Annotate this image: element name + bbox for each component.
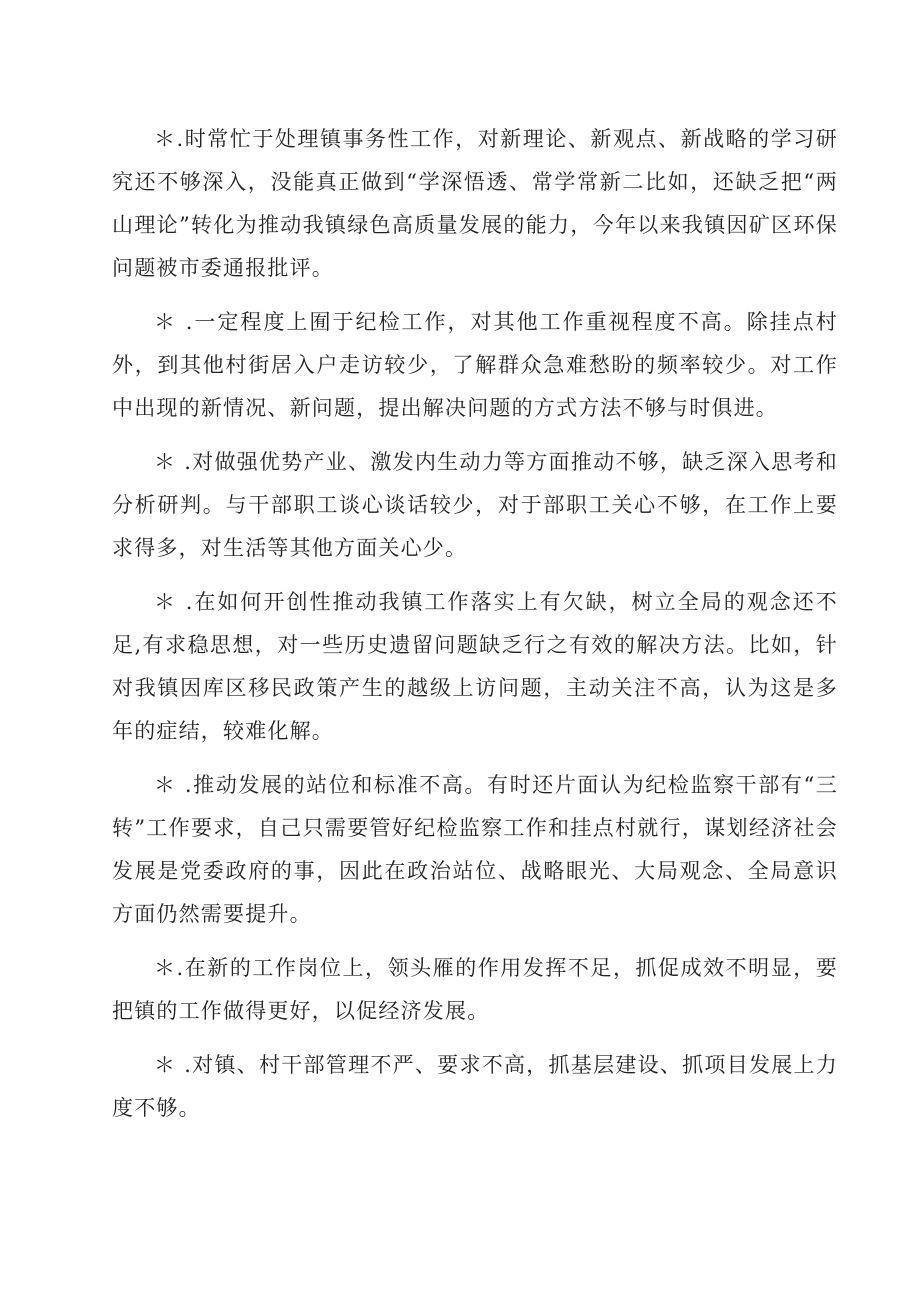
document-body [112,118,838,1130]
paragraph-2: ＊ .一定程度上囿于纪检工作，对其他工作重视程度不高。除挂点村外，到其他村街居入户走访较少，了解群众急难愁盼的频率较少。对工作中出现的新情况、新问题，提出解决问题的方式方法不够与时俱进。 [112,310,838,420]
paragraph-7: ＊ .对镇、村干部管理不严、要求不高，抓基层建设、抓项目发展上力度不够。 [112,1053,838,1120]
paragraph-6: ＊.在新的工作岗位上，领头雁的作用发挥不足，抓促成效不明显，要把镇的工作做得更好，以促经济发展。 [112,956,838,1023]
paragraph-5: ＊ .推动发展的站位和标准不高。有时还片面认为纪检监察干部有“三转”工作要求，自己只需要管好纪检监察工作和挂点村就行，谋划经济社会发展是党委政府的事，因此在政治站位、战略眼光、大局观念、全局意识方面仍然需要提升。 [112,773,838,926]
paragraph-1: ＊.时常忙于处理镇事务性工作，对新理论、新观点、新战略的学习研究还不够深入，没能真正做到“学深悟透、常学常新二比如，还缺乏把“两山理论”转化为推动我镇绿色高质量发展的能力，今年以来我镇因矿区环保问题被市委通报批评。 [112,127,838,280]
paragraph-3: ＊ .对做强优势产业、激发内生动力等方面推动不够，缺乏深入思考和分析研判。与干部职工谈心谈话较少，对于部职工关心不够，在工作上要求得多，对生活等其他方面关心少。 [112,450,838,560]
paragraph-4: ＊ .在如何开创性推动我镇工作落实上有欠缺，树立全局的观念还不足,有求稳思想，对一些历史遗留问题缺乏行之有效的解决方法。比如，针对我镇因库区移民政策产生的越级上访问题，主动关注不高，认为这是多年的症结，较难化解。 [112,590,838,743]
